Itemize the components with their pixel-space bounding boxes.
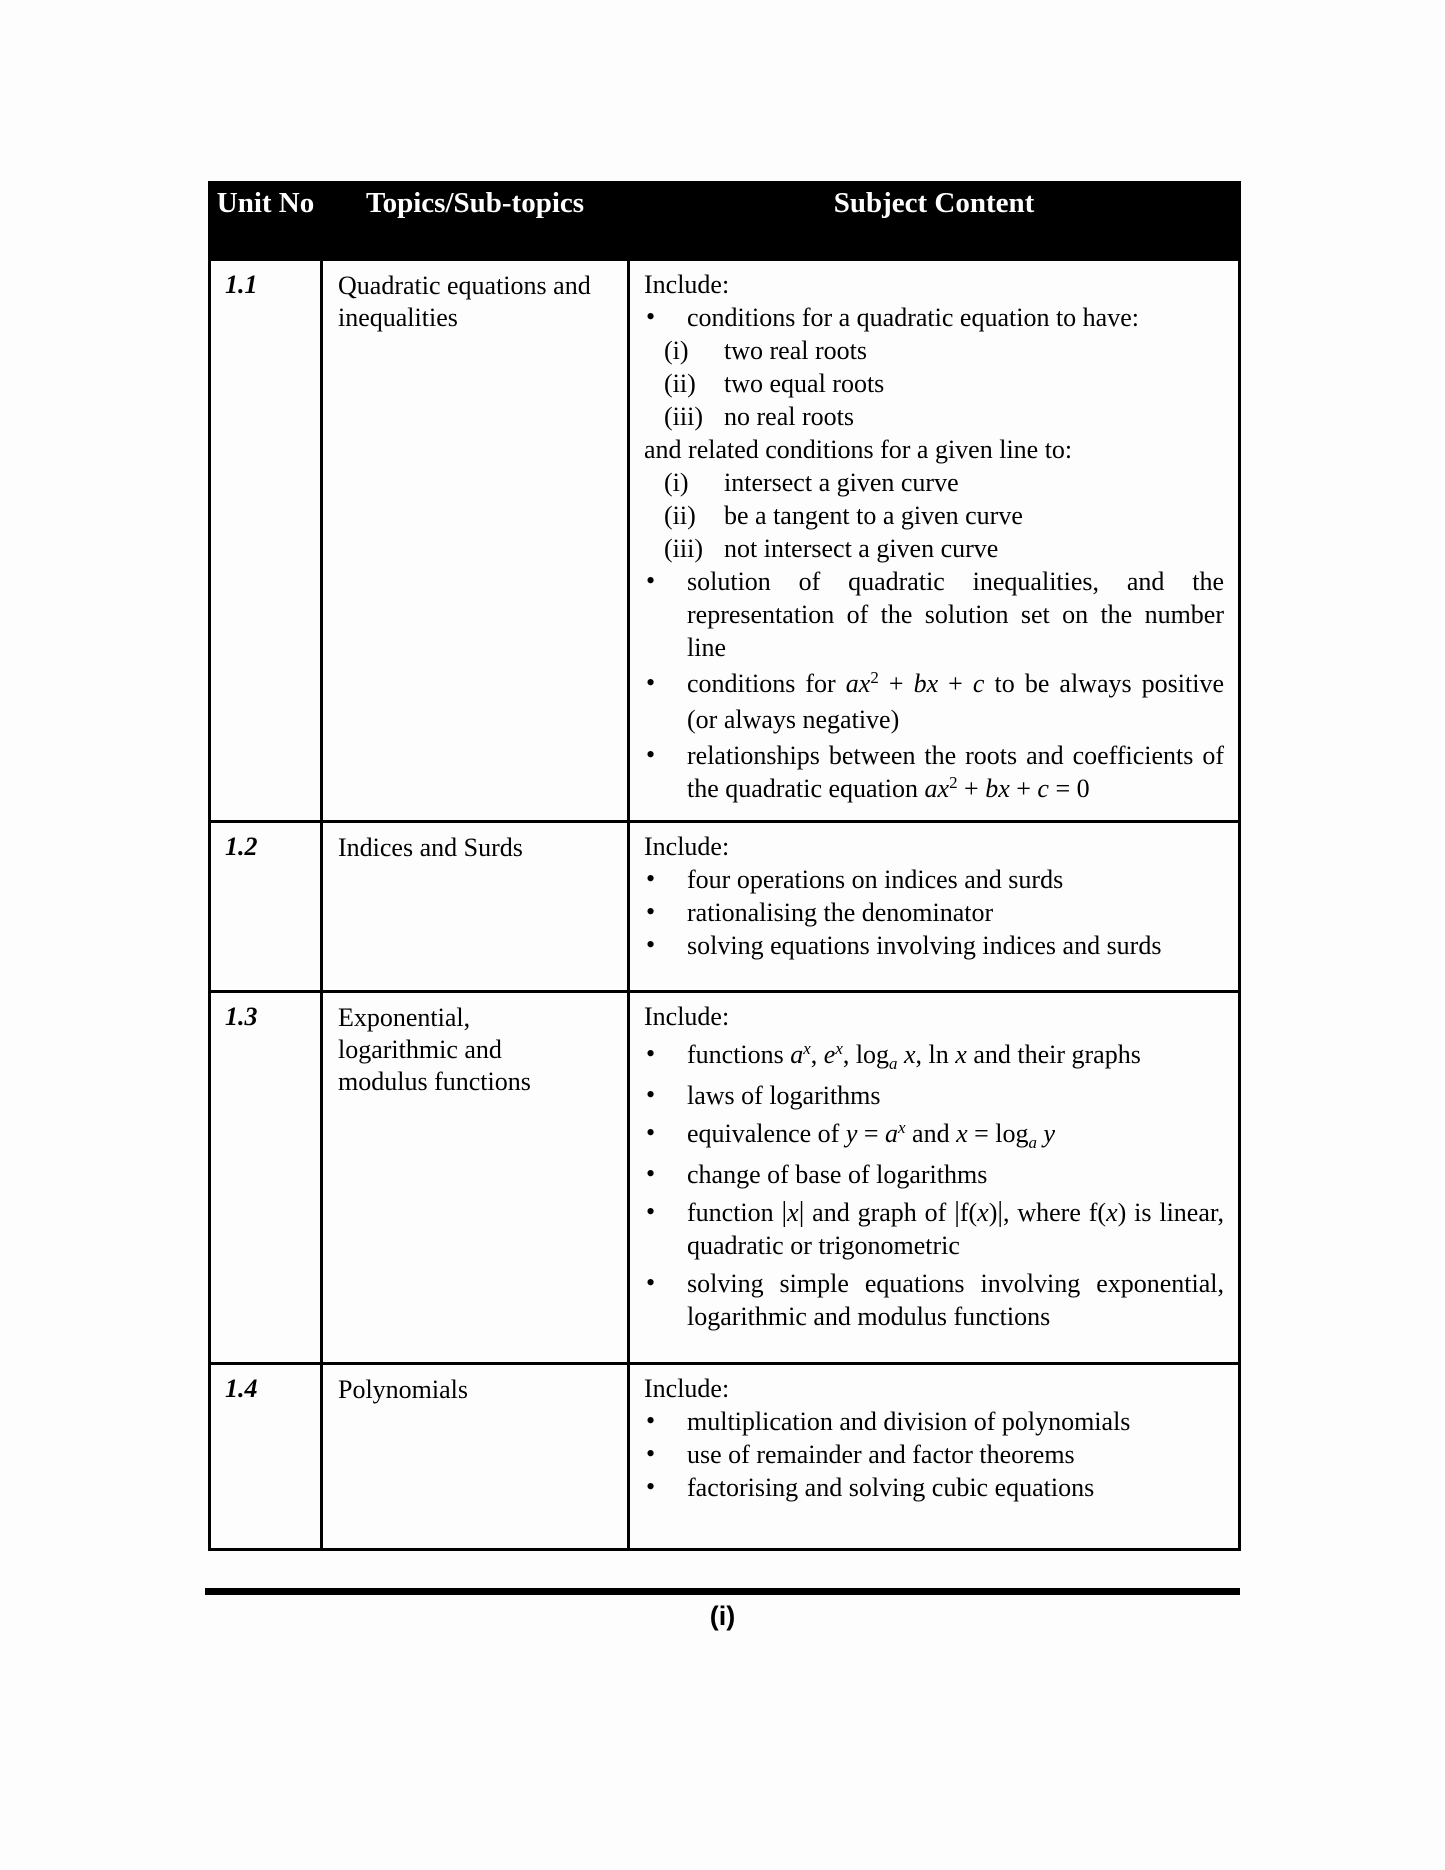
text-segment: x — [904, 1040, 916, 1069]
content-line — [644, 268, 1224, 301]
text-segment: and related conditions for a given line to: — [644, 435, 1073, 464]
unit-no-cell: 1.3 — [210, 992, 322, 1364]
bullet-icon: • — [646, 1197, 656, 1226]
text-segment: ax — [924, 774, 950, 803]
topic-cell: Indices and Surds — [322, 822, 629, 992]
table-row-1-1 — [210, 260, 1240, 822]
text-segment: 2 — [949, 772, 958, 792]
text-segment: be a tangent to a given curve — [724, 501, 1023, 530]
roman-list-item — [644, 367, 1224, 400]
text-segment: x — [956, 1119, 968, 1148]
text-segment: two equal roots — [724, 369, 885, 398]
topic-cell: Exponential, logarithmic and modulus functions — [322, 992, 629, 1364]
bullet-icon: • — [646, 1472, 656, 1501]
text-segment: Include: — [644, 270, 730, 299]
text-segment: solution of quadratic inequalities, and the representation of the solution set on the number line — [687, 567, 1224, 662]
content-line — [644, 830, 1224, 863]
roman-numeral-label: (i) — [664, 336, 689, 365]
text-segment: solving equations involving indices and surds — [687, 931, 1162, 960]
text-segment: , — [810, 1040, 824, 1069]
bullet-item — [644, 1117, 1224, 1153]
bullet-icon: • — [646, 930, 656, 959]
text-segment: a — [790, 1040, 804, 1069]
bullet-item — [644, 1079, 1224, 1112]
bullet-icon: • — [646, 1118, 656, 1147]
bullet-icon: • — [646, 1268, 656, 1297]
subject-content-cell — [629, 260, 1240, 822]
roman-numeral-label: (ii) — [664, 369, 696, 398]
roman-list-item — [644, 532, 1224, 565]
text-segment: c — [1037, 774, 1049, 803]
bullet-item — [644, 1471, 1224, 1504]
unit-no-cell: 1.2 — [210, 822, 322, 992]
syllabus-table — [208, 181, 1241, 1551]
table-row-1-3 — [210, 992, 1240, 1364]
text-segment: y — [1043, 1119, 1056, 1148]
text-segment: use of remainder and factor theorems — [687, 1440, 1075, 1469]
text-segment: c — [972, 669, 985, 698]
text-segment: + — [938, 669, 973, 698]
text-segment: a — [885, 1119, 899, 1148]
text-segment: + — [878, 669, 914, 698]
bullet-icon: • — [646, 668, 656, 697]
content-line — [644, 433, 1224, 466]
bullet-item — [644, 1196, 1224, 1262]
text-segment: four operations on indices and surds — [687, 865, 1064, 894]
bullet-item — [644, 1038, 1224, 1074]
bullet-icon: • — [646, 1080, 656, 1109]
text-segment: | — [954, 1197, 960, 1228]
text-segment: relationships between the roots and coefficients of the quadratic equation — [687, 741, 1224, 803]
content-line — [644, 1000, 1224, 1033]
bullet-icon: • — [646, 1439, 656, 1468]
bullet-icon: • — [646, 897, 656, 926]
unit-no-cell: 1.1 — [210, 260, 322, 822]
text-segment: x — [898, 1117, 906, 1137]
text-segment: a — [1028, 1132, 1037, 1152]
header-topics-subtopics: Topics/Sub-topics — [322, 183, 629, 260]
text-segment: y — [845, 1119, 858, 1148]
text-segment: , log — [842, 1040, 890, 1069]
text-segment: solving simple equations involving exponential, logarithmic and modulus functions — [687, 1269, 1224, 1331]
bullet-item — [644, 565, 1224, 664]
roman-list-item — [644, 400, 1224, 433]
table-row-1-2 — [210, 822, 1240, 992]
text-segment: bx — [913, 669, 939, 698]
text-segment: and graph of — [804, 1198, 955, 1227]
text-segment: multiplication and division of polynomials — [687, 1407, 1131, 1436]
text-segment: = 0 — [1048, 774, 1090, 803]
text-segment: to be always positive (or always negative) — [687, 669, 1225, 734]
text-segment: , ln — [915, 1040, 956, 1069]
text-segment: , where f( — [1002, 1198, 1107, 1227]
text-segment: conditions for — [687, 669, 846, 698]
bullet-icon: • — [646, 566, 656, 595]
content-line — [644, 1372, 1224, 1405]
text-segment: conditions for a quadratic equation to have: — [687, 303, 1139, 332]
text-segment: not intersect a given curve — [724, 534, 999, 563]
text-segment: rationalising the denominator — [687, 898, 994, 927]
text-segment: Include: — [644, 1002, 730, 1031]
header-subject-content: Subject Content — [629, 183, 1240, 260]
bullet-item — [644, 1158, 1224, 1191]
topic-cell: Polynomials — [322, 1364, 629, 1550]
text-segment: a — [889, 1053, 898, 1073]
bullet-item — [644, 1267, 1224, 1333]
text-segment: function — [687, 1198, 782, 1227]
table-header-row — [210, 183, 1240, 260]
roman-numeral-label: (iii) — [664, 402, 703, 431]
roman-list-item — [644, 334, 1224, 367]
bullet-item — [644, 301, 1224, 334]
header-unit-no: Unit No — [210, 183, 322, 260]
text-segment: x — [787, 1198, 799, 1227]
text-segment: and — [905, 1119, 957, 1148]
text-segment: | — [781, 1197, 788, 1228]
text-segment: no real roots — [724, 402, 854, 431]
bullet-icon: • — [646, 1039, 656, 1068]
text-segment: change of base of logarithms — [687, 1160, 988, 1189]
text-segment: + — [957, 774, 986, 803]
text-segment: e — [823, 1040, 836, 1069]
bullet-icon: • — [646, 302, 656, 331]
text-segment: | — [798, 1197, 805, 1228]
text-segment: x — [977, 1198, 989, 1227]
text-segment: = log — [967, 1119, 1029, 1148]
text-segment: x — [803, 1038, 811, 1058]
unit-no-cell: 1.4 — [210, 1364, 322, 1550]
bullet-icon: • — [646, 1406, 656, 1435]
subject-content-cell — [629, 822, 1240, 992]
text-segment: + — [1009, 774, 1038, 803]
page-number: (i) — [709, 1601, 736, 1631]
text-segment: = — [857, 1119, 886, 1148]
roman-numeral-label: (ii) — [664, 501, 696, 530]
text-segment: ) is linear, quadratic or trigonometric — [687, 1198, 1224, 1260]
bullet-item — [644, 863, 1224, 896]
text-segment: ax — [845, 669, 871, 698]
text-segment: factorising and solving cubic equations — [687, 1473, 1095, 1502]
bullet-item — [644, 1438, 1224, 1471]
text-segment: x — [1106, 1198, 1118, 1227]
text-segment: two real roots — [724, 336, 867, 365]
subject-content-cell — [629, 1364, 1240, 1550]
roman-list-item — [644, 499, 1224, 532]
roman-numeral-label: (iii) — [664, 534, 703, 563]
text-segment: 2 — [870, 667, 879, 687]
bullet-item — [644, 739, 1224, 808]
text-segment: Include: — [644, 1374, 730, 1403]
text-segment: and their graphs — [966, 1040, 1141, 1069]
table-row-1-4 — [210, 1364, 1240, 1550]
bullet-item — [644, 929, 1224, 962]
text-segment: Include: — [644, 832, 730, 861]
subject-content-cell — [629, 992, 1240, 1364]
text-segment: intersect a given curve — [724, 468, 959, 497]
text-segment: x — [955, 1040, 967, 1069]
bullet-item — [644, 667, 1224, 736]
text-segment: equivalence of — [687, 1119, 846, 1148]
text-segment: x — [835, 1038, 843, 1058]
text-segment: bx — [985, 774, 1010, 803]
roman-numeral-label: (i) — [664, 468, 689, 497]
text-segment: | — [997, 1197, 1003, 1228]
text-segment: f( — [959, 1198, 978, 1227]
bullet-item — [644, 896, 1224, 929]
topic-cell: Quadratic equations and inequalities — [322, 260, 629, 822]
roman-list-item — [644, 466, 1224, 499]
footer-rule — [205, 1588, 1240, 1595]
bullet-icon: • — [646, 1159, 656, 1188]
bullet-icon: • — [646, 740, 656, 769]
text-segment: ) — [988, 1198, 998, 1227]
text-segment: functions — [687, 1040, 791, 1069]
text-segment: laws of logarithms — [687, 1081, 881, 1110]
bullet-item — [644, 1405, 1224, 1438]
bullet-icon: • — [646, 864, 656, 893]
